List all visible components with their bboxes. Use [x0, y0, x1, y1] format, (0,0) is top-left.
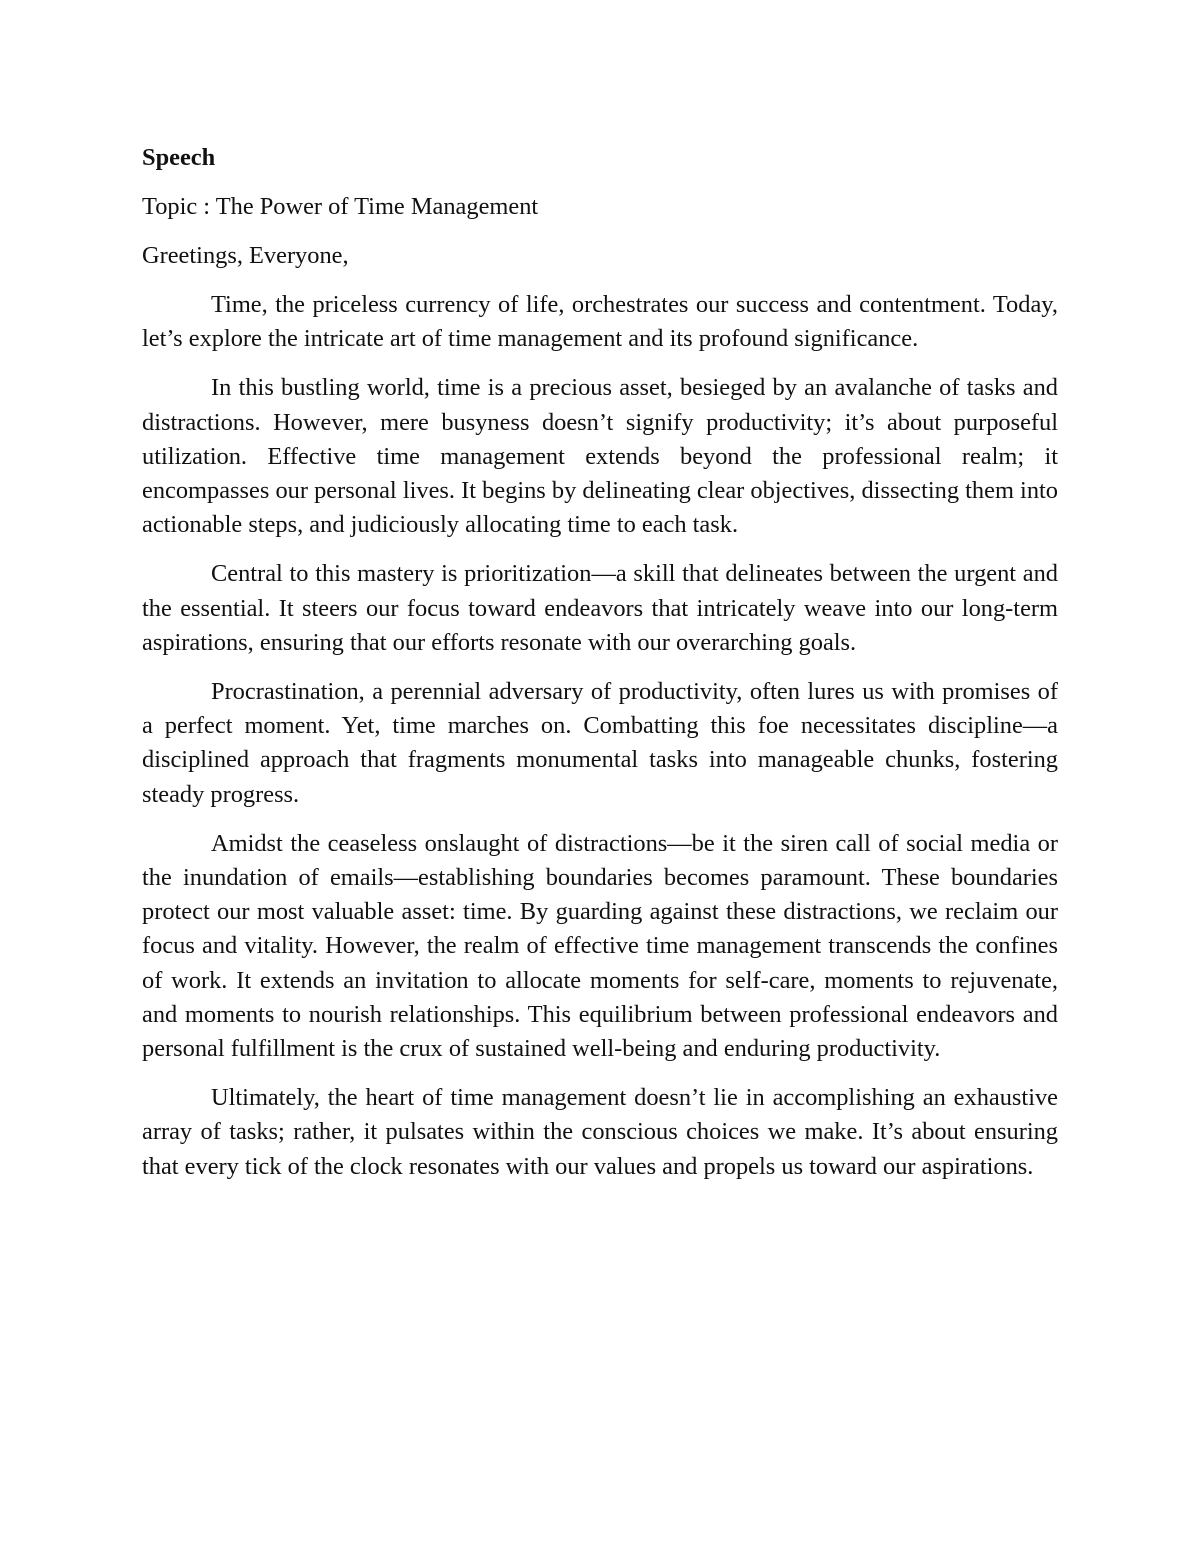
paragraph-busy-world: In this bustling world, time is a precious asset, besieged by an avalanche of tasks and distractions. However, mere busyness doesn’t signify productivity; it’s about purposeful utilization. Effective time management extends beyond the professional realm; it encompasses our personal lives. It begins by delineating clear objectives, dissecting them into actionable steps, and judiciously allocating time to each task. — [142, 374, 1058, 539]
paragraph-conclusion: Ultimately, the heart of time management doesn’t lie in accomplishing an exhaustive array of tasks; rather, it pulsates within the conscious choices we make. It’s about ensuring that every tick of the clock resonates with our values and propels us toward our aspirations. — [142, 1084, 1058, 1180]
paragraph-prioritization: Central to this mastery is prioritization—a skill that delineates between the urgent and the essential. It steers our focus toward endeavors that intricately weave into our long-term aspirations, ensuring that our efforts resonate with our overarching goals. — [142, 560, 1058, 656]
paragraph-distractions: Amidst the ceaseless onslaught of distractions—be it the siren call of social media or the inundation of emails—establishing boundaries becomes paramount. These boundaries protect our most valuable asset: time. By guarding against these distractions, we reclaim our focus and vitality. However, the realm of effective time management transcends the confines of work. It extends an invitation to allocate moments for self-care, moments to rejuvenate, and moments to nourish relationships. This equilibrium between professional endeavors and personal fulfillment is the crux of sustained well-being and enduring productivity. — [142, 829, 1058, 1063]
speech-greeting: Greetings, Everyone, — [142, 242, 349, 269]
speech-topic: Topic : The Power of Time Management — [142, 193, 539, 220]
paragraph-intro: Time, the priceless currency of life, orchestrates our success and contentment. Today, let’s explore the intricate art of time management and its profound significance. — [142, 291, 1058, 353]
document-body — [142, 141, 1058, 1199]
paragraph-procrastination: Procrastination, a perennial adversary of productivity, often lures us with promises of a perfect moment. Yet, time marches on. Combatting this foe necessitates discipline—a disciplined approach that fragments monumental tasks into manageable chunks, fostering steady progress. — [142, 678, 1058, 808]
document-title: Speech — [142, 144, 216, 171]
